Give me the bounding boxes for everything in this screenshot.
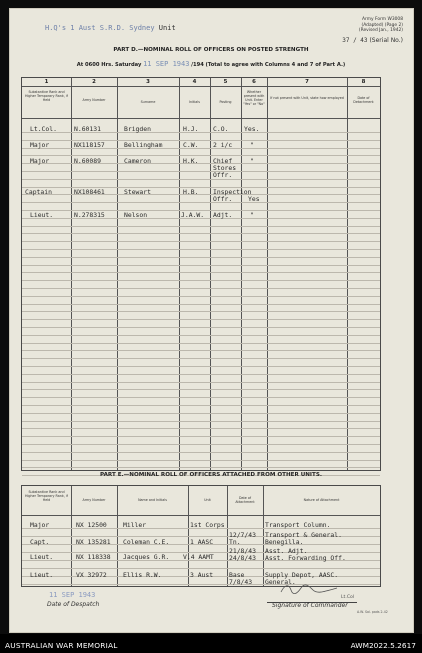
row-surname: Brigden [124,125,151,133]
ruled-line [22,343,380,344]
row-army-number: N.278315 [74,211,105,219]
e-col-header-date: Date of Attachment [235,496,255,504]
despatch-label: Date of Despatch [47,601,100,608]
ruled-line [22,413,380,414]
col-header-army-number: Army Number [82,98,106,102]
col-header-present: Whether present with Unit. Enter "Yes" or "No" [243,90,265,106]
form-id-block [327,17,403,34]
ruled-line [22,241,380,242]
col-number: 6 [252,79,256,85]
signature-label: Signature of Commander [272,602,348,609]
e-row-date: Base 7/8/43 [229,571,253,586]
row-rank: Captain [25,188,52,196]
col-header-surname: Surname [140,100,156,104]
row-posting: C.O. [213,125,229,133]
e-row-name: Coleman C.E. [123,538,170,546]
e-col-header-army-number: Army Number [82,498,106,502]
row-army-number: NX108461 [74,188,105,196]
ruled-line [22,428,380,429]
row-initials: C.W. [183,141,199,149]
unit-stamp: H.Q's 1 Aust S.R.D. Sydney [45,24,155,32]
ruled-line [22,179,380,180]
part-d-title: PART D.—NOMINAL ROLL OF OFFICERS ON POSTED STRENGTH [113,47,309,53]
col-number: 2 [92,79,96,85]
row-surname: Stewart [124,188,151,196]
despatch-date-stamp: 11 SEP 1943 [49,591,96,599]
unit-label: Unit [158,24,176,32]
ruled-line [22,257,380,258]
row-posting: Adjt. [213,211,233,219]
signature-rank: Lt.Col [341,595,355,600]
e-row-army-number: VX 32972 [76,571,107,579]
row-posting: Chief Stores Offr. [213,157,237,179]
part-d-table [21,77,381,471]
part-e-table [21,485,381,587]
part-d-date-line [21,60,401,68]
ruled-line [22,405,380,406]
row-army-number: N.60131 [74,125,101,133]
e-row-unit: 3 Aust [190,571,214,579]
ruled-line [22,288,380,289]
ruled-line [22,319,380,320]
commander-signature [279,582,339,596]
serial-label: (Serial No.) [369,37,403,44]
row-rank: Major [30,157,50,165]
e-row-nature: Transport Column. [265,521,331,529]
row-rank: Lieut. [30,211,54,219]
ruled-line [22,171,380,172]
ruled-line [22,296,380,297]
e-row-unit: 1st Corps [190,521,225,529]
col-number: 5 [223,79,228,85]
e-row-rank: Lieut. [30,553,54,561]
unit-line [45,24,176,32]
ruled-line [22,467,380,468]
date-suffix: /194 [191,62,204,68]
row-rank: Major [30,141,50,149]
ruled-line [22,202,380,203]
ruled-line [22,366,380,367]
e-col-header-name: Name and Initials [138,498,167,502]
row-surname: Cameron [124,157,151,165]
e-row-unit: 1 AASC [190,538,214,546]
ruled-line [22,249,380,250]
serial-number: 37 / 43 [342,37,368,44]
form-line: (Revised Jan., 1942) [358,28,403,34]
e-row-nature: Supply Depot, AASC. General. [265,571,339,586]
ruled-line [22,389,380,390]
ruled-line [22,265,380,266]
ruled-line [22,374,380,375]
row-initials: H.B. [183,188,199,196]
ruled-line [22,421,380,422]
part-e-title: PART E.—NOMINAL ROLL OF OFFICERS ATTACHED FROM OTHER UNITS. [100,472,322,478]
ruled-line [22,444,380,445]
form-line: (Adapted) (Page 2) [361,22,403,28]
document-page [9,8,414,633]
col-header-employment: If not present with Unit, state how employed [270,96,344,100]
e-row-name: Miller [123,521,147,529]
footer-accession-number: AWM2022.5.2617 [350,641,416,650]
row-present: Yes. [244,125,260,133]
ruled-line [22,460,380,461]
row-army-number: N.60089 [74,157,101,165]
e-col-header-rank: Substantive Rank and Higher Temporary Rank, if Held [25,490,68,502]
col-number: 8 [361,79,366,85]
row-present: Yes [248,195,260,203]
row-rank: Lt.Col. [30,125,57,133]
e-col-header-unit: Unit [204,498,211,502]
ruled-line [22,226,380,227]
col-number: 1 [44,79,49,85]
row-army-number: NX118157 [74,141,105,149]
ruled-line [22,436,380,437]
col-header-initials: Initials [189,100,200,104]
e-row-name: Jacques G.R. [123,553,170,561]
row-present: " [250,211,254,219]
print-note: A.W. Sal. pads 2-42 [357,610,388,614]
row-posting: Inspection Offr. [213,188,252,203]
ruled-line [22,272,380,273]
col-number: 4 [192,79,197,85]
e-row-army-number: NX 12500 [76,521,107,529]
footer-institution: AUSTRALIAN WAR MEMORIAL [5,641,118,650]
e-row-rank: Capt. [30,538,50,546]
col-number: 3 [146,79,150,85]
form-line: Army Form W3008 [362,17,403,22]
ruled-line [22,280,380,281]
e-col-header-nature: Nature of Attachment [303,498,340,502]
ruled-line [22,452,380,453]
ruled-line [22,311,380,312]
col-header-detachment-date: Date of Detachment [353,96,374,104]
row-posting: 2 i/c [213,141,233,149]
col-number: 7 [305,79,309,85]
row-surname: Nelson [124,211,148,219]
ruled-line [22,568,380,569]
ruled-line [22,350,380,351]
row-initials: H.J. [183,125,199,133]
ruled-line [22,358,380,359]
ruled-line [22,382,380,383]
row-present: " [250,157,254,165]
col-header-posting: Posting [219,100,232,104]
e-row-unit: V.4 AAMT [183,553,214,561]
e-row-rank: Major [30,521,50,529]
row-initials: J.A.W. [181,211,205,219]
date-note: (Total to agree with Columns 4 and 7 of Part A.) [205,62,346,68]
e-row-army-number: NX 118338 [76,553,111,561]
e-row-date: 21/8/43 24/8/43 [229,547,256,562]
e-row-nature: Asst. Adjt. Asst. Forwarding Off. [265,547,346,562]
row-initials: H.K. [183,157,199,165]
ruled-line [22,335,380,336]
date-prefix: At 0600 Hrs. Saturday [76,62,142,68]
e-row-nature: Transport & General. Benegilla. [265,531,342,546]
row-surname: Bellingham [124,141,163,149]
ruled-line [22,397,380,398]
e-row-army-number: NX 135281 [76,538,111,546]
e-row-rank: Lieut. [30,571,54,579]
row-present: " [250,141,254,149]
ruled-line [22,304,380,305]
ruled-line [22,233,380,234]
e-row-date: 12/7/43 Tn. [229,531,256,546]
col-header-rank: Substantive Rank and Higher Temporary Rank, if Held [25,90,68,102]
date-stamp: 11 SEP 1943 [143,60,190,68]
ruled-line [22,327,380,328]
serial-block [327,37,403,44]
e-row-name: Ellis R.W. [123,571,162,579]
